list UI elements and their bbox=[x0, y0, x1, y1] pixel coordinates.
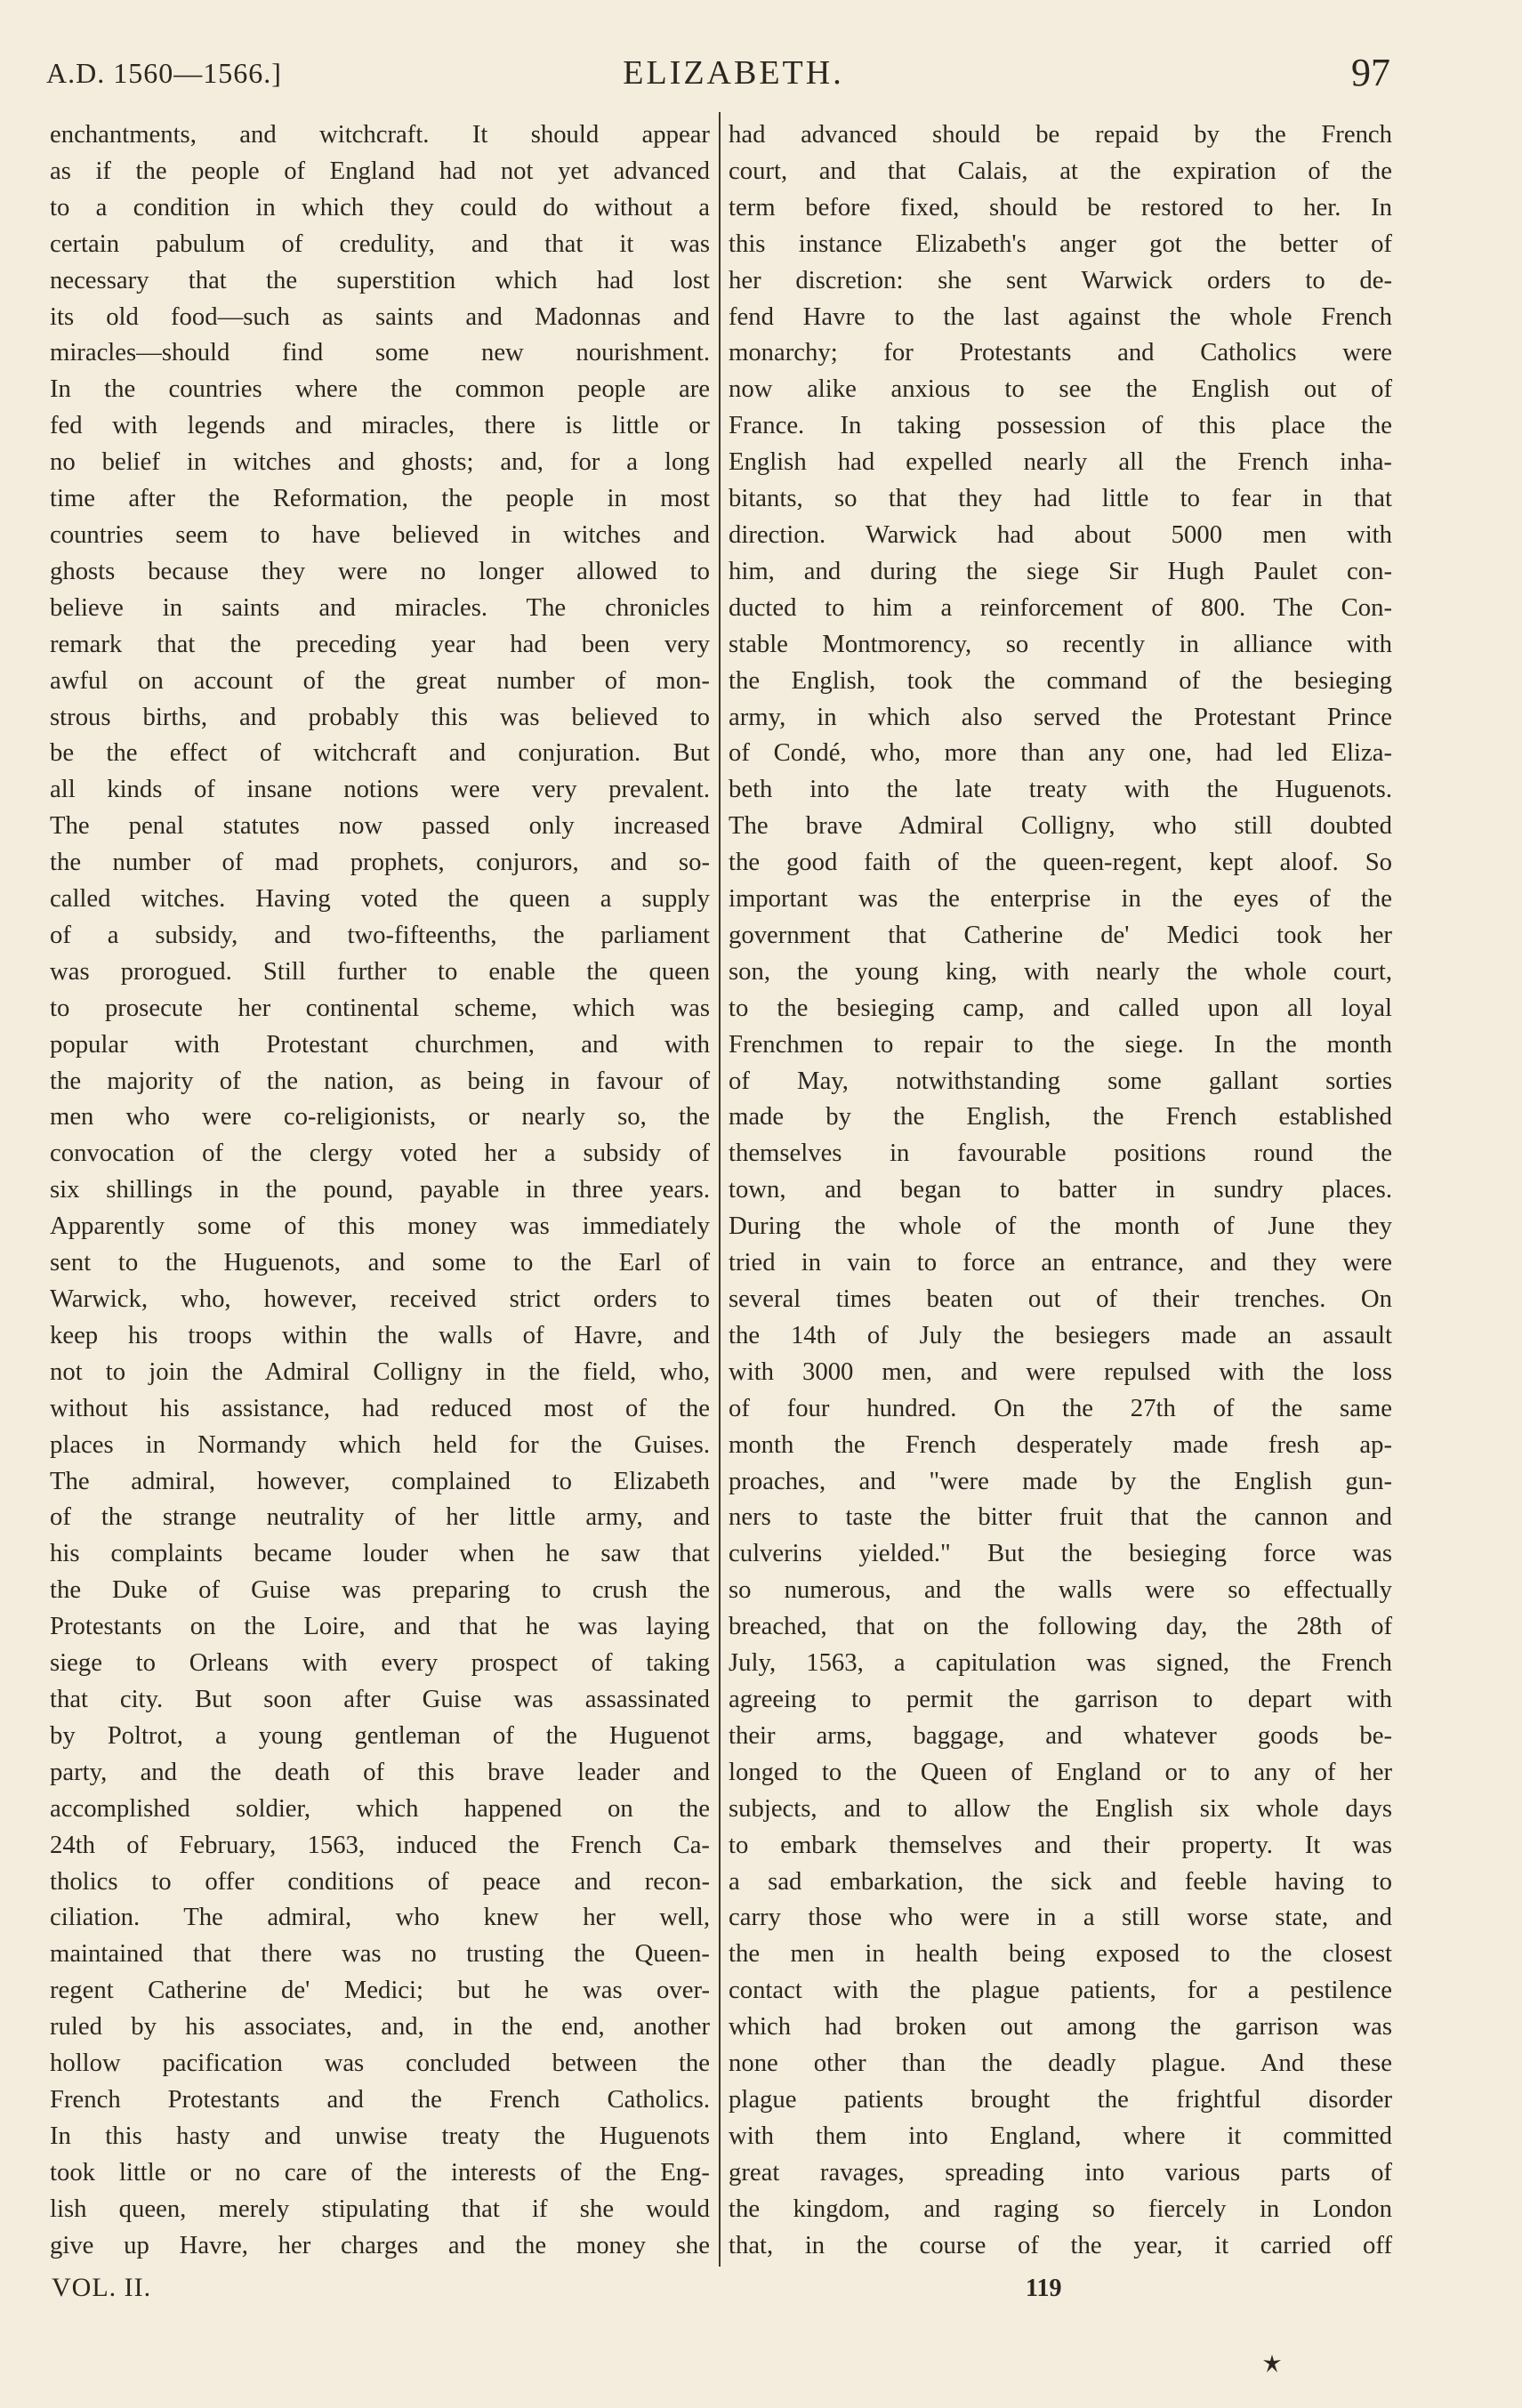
text-line: hollow pacification was concluded between the bbox=[50, 2049, 710, 2078]
text-line: her discretion: she sent Warwick orders to de- bbox=[729, 265, 1392, 294]
text-line: sent to the Huguenots, and some to the Earl of bbox=[50, 1248, 710, 1277]
text-line: agreeing to permit the garrison to depart with bbox=[729, 1684, 1392, 1713]
text-line: the English, took the command of the besieging bbox=[729, 665, 1392, 695]
text-line: as if the people of England had not yet advanced bbox=[50, 156, 710, 185]
text-line: without his assistance, had reduced most of the bbox=[50, 1393, 710, 1422]
text-line: siege to Orleans with every prospect of taking bbox=[50, 1648, 710, 1678]
text-line: direction. Warwick had about 5000 men with bbox=[729, 519, 1392, 549]
text-line: of a subsidy, and two-fifteenths, the parliament bbox=[50, 920, 710, 949]
text-line: called witches. Having voted the queen a supply bbox=[50, 884, 710, 914]
text-line: six shillings in the pound, payable in three years. bbox=[50, 1175, 710, 1204]
text-line: French Protestants and the French Catholics. bbox=[50, 2084, 710, 2114]
text-line: remark that the preceding year had been very bbox=[50, 629, 710, 658]
text-line: term before fixed, should be restored to her. In bbox=[729, 192, 1392, 221]
text-line: strous births, and probably this was believed to bbox=[50, 702, 710, 731]
text-line: him, and during the siege Sir Hugh Paulet con- bbox=[729, 556, 1392, 585]
text-line: that city. But soon after Guise was assassinated bbox=[50, 1684, 710, 1713]
text-line: all kinds of insane notions were very prevalent. bbox=[50, 775, 710, 804]
header-date-range: A.D. 1560—1566.] bbox=[46, 57, 282, 89]
text-line: army, in which also served the Protestant Prince bbox=[729, 702, 1392, 731]
text-line: important was the enterprise in the eyes of the bbox=[729, 884, 1392, 914]
text-line: no belief in witches and ghosts; and, for a long bbox=[50, 447, 710, 477]
text-line: court, and that Calais, at the expiration of the bbox=[729, 156, 1392, 185]
text-line: ghosts because they were no longer allowed to bbox=[50, 556, 710, 585]
text-line: certain pabulum of credulity, and that it was bbox=[50, 229, 710, 258]
text-line: The brave Admiral Colligny, who still doubted bbox=[729, 811, 1392, 841]
text-line: places in Normandy which held for the Guises. bbox=[50, 1429, 710, 1459]
text-line: lish queen, merely stipulating that if she would bbox=[50, 2194, 710, 2223]
text-line: government that Catherine de' Medici took her bbox=[729, 920, 1392, 949]
text-line: contact with the plague patients, for a pestilence bbox=[729, 1976, 1392, 2005]
text-line: that, in the course of the year, it carried off bbox=[729, 2230, 1392, 2259]
text-line: bitants, so that they had little to fear in that bbox=[729, 484, 1392, 513]
ink-blot-icon bbox=[1261, 2353, 1283, 2374]
text-line: the kingdom, and raging so fiercely in London bbox=[729, 2194, 1392, 2223]
text-line: maintained that there was no trusting the Queen- bbox=[50, 1939, 710, 1969]
text-line: Frenchmen to repair to the siege. In the month bbox=[729, 1029, 1392, 1059]
text-line: month the French desperately made fresh ap- bbox=[729, 1429, 1392, 1459]
text-line: of Condé, who, more than any one, had led Eliza- bbox=[729, 738, 1392, 768]
text-line: its old food—such as saints and Madonnas and bbox=[50, 302, 710, 331]
text-line: popular with Protestant churchmen, and with bbox=[50, 1029, 710, 1059]
text-line: carry those who were in a still worse state, and bbox=[729, 1903, 1392, 1932]
text-line: give up Havre, her charges and the money she bbox=[50, 2230, 710, 2259]
text-line: keep his troops within the walls of Havre, and bbox=[50, 1320, 710, 1349]
text-line: miracles—should find some new nourishment. bbox=[50, 338, 710, 367]
text-line: to a condition in which they could do without a bbox=[50, 192, 710, 221]
text-line: which had broken out among the garrison was bbox=[729, 2012, 1392, 2042]
text-line: enchantments, and witchcraft. It should appear bbox=[50, 120, 710, 149]
text-line: now alike anxious to see the English out of bbox=[729, 374, 1392, 404]
text-line: so numerous, and the walls were so effectually bbox=[729, 1575, 1392, 1605]
text-line: the men in health being exposed to the closest bbox=[729, 1939, 1392, 1969]
header-title: ELIZABETH. bbox=[623, 54, 844, 92]
text-line: monarchy; for Protestants and Catholics were bbox=[729, 338, 1392, 367]
text-line: town, and began to batter in sundry places. bbox=[729, 1175, 1392, 1204]
text-line: regent Catherine de' Medici; but he was over- bbox=[50, 1976, 710, 2005]
text-line: was prorogued. Still further to enable the queen bbox=[50, 956, 710, 986]
text-line: accomplished soldier, which happened on the bbox=[50, 1793, 710, 1823]
text-line: The penal statutes now passed only increased bbox=[50, 811, 710, 841]
text-line: The admiral, however, complained to Elizabeth bbox=[50, 1466, 710, 1495]
text-line: countries seem to have believed in witches and bbox=[50, 519, 710, 549]
text-line: necessary that the superstition which had lost bbox=[50, 265, 710, 294]
text-line: the 14th of July the besiegers made an assault bbox=[729, 1320, 1392, 1349]
text-line: the good faith of the queen-regent, kept aloof. So bbox=[729, 848, 1392, 877]
text-line: 24th of February, 1563, induced the French Ca- bbox=[50, 1830, 710, 1859]
text-line: awful on account of the great number of mon- bbox=[50, 665, 710, 695]
text-line: son, the young king, with nearly the whole court, bbox=[729, 956, 1392, 986]
text-line: ners to taste the bitter fruit that the cannon and bbox=[729, 1502, 1392, 1532]
volume-label: VOL. II. bbox=[52, 2273, 152, 2302]
text-line: great ravages, spreading into various parts of bbox=[729, 2157, 1392, 2187]
text-line: beth into the late treaty with the Huguenots. bbox=[729, 775, 1392, 804]
text-line: with 3000 men, and were repulsed with the loss bbox=[729, 1357, 1392, 1386]
column-divider bbox=[719, 112, 721, 2267]
text-line: be the effect of witchcraft and conjuration. But bbox=[50, 738, 710, 768]
text-line: ruled by his associates, and, in the end, another bbox=[50, 2012, 710, 2042]
text-line: believe in saints and miracles. The chronicles bbox=[50, 592, 710, 622]
text-line: fed with legends and miracles, there is little or bbox=[50, 411, 710, 440]
text-line: ciliation. The admiral, who knew her well, bbox=[50, 1903, 710, 1932]
text-line: the Duke of Guise was preparing to crush the bbox=[50, 1575, 710, 1605]
text-line: time after the Reformation, the people in most bbox=[50, 484, 710, 513]
text-line: In this hasty and unwise treaty the Huguenots bbox=[50, 2121, 710, 2150]
text-line: party, and the death of this brave leader and bbox=[50, 1757, 710, 1786]
text-line: tried in vain to force an entrance, and they were bbox=[729, 1248, 1392, 1277]
text-line: In the countries where the common people are bbox=[50, 374, 710, 404]
text-line: by Poltrot, a young gentleman of the Huguenot bbox=[50, 1720, 710, 1750]
text-line: breached, that on the following day, the 28th of bbox=[729, 1612, 1392, 1641]
text-line: several times beaten out of their trenches. On bbox=[729, 1285, 1392, 1313]
text-line: plague patients brought the frightful disorder bbox=[729, 2084, 1392, 2114]
text-line: longed to the Queen of England or to any of her bbox=[729, 1757, 1392, 1786]
text-line: a sad embarkation, the sick and feeble having to bbox=[729, 1866, 1392, 1896]
text-line: English had expelled nearly all the French inha- bbox=[729, 447, 1392, 477]
text-line: their arms, baggage, and whatever goods be- bbox=[729, 1720, 1392, 1750]
text-line: took little or no care of the interests of the Eng- bbox=[50, 2157, 710, 2187]
text-line: July, 1563, a capitulation was signed, the French bbox=[729, 1648, 1392, 1678]
text-line: to the besieging camp, and called upon all loyal bbox=[729, 993, 1392, 1022]
right-text-column bbox=[729, 117, 1392, 2263]
text-line: subjects, and to allow the English six whole days bbox=[729, 1793, 1392, 1823]
text-line: Warwick, who, however, received strict orders to bbox=[50, 1285, 710, 1313]
text-line: none other than the deadly plague. And these bbox=[729, 2049, 1392, 2078]
text-line: the majority of the nation, as being in favour of bbox=[50, 1066, 710, 1095]
text-line: this instance Elizabeth's anger got the better of bbox=[729, 229, 1392, 258]
text-line: with them into England, where it committed bbox=[729, 2121, 1392, 2150]
text-line: to prosecute her continental scheme, which was bbox=[50, 993, 710, 1022]
running-header bbox=[46, 50, 1390, 94]
text-line: France. In taking possession of this place the bbox=[729, 411, 1392, 440]
page-number: 97 bbox=[1351, 51, 1390, 94]
signature-mark: 119 bbox=[1026, 2275, 1062, 2302]
text-line: ducted to him a reinforcement of 800. The Con- bbox=[729, 592, 1392, 622]
text-line: not to join the Admiral Colligny in the field, who, bbox=[50, 1357, 710, 1386]
text-line: stable Montmorency, so recently in alliance with bbox=[729, 629, 1392, 658]
text-line: to embark themselves and their property. It was bbox=[729, 1830, 1392, 1859]
text-line: culverins yielded." But the besieging force was bbox=[729, 1539, 1392, 1568]
text-line: Protestants on the Loire, and that he was laying bbox=[50, 1612, 710, 1641]
text-line: convocation of the clergy voted her a subsidy of bbox=[50, 1139, 710, 1168]
left-text-column bbox=[50, 117, 710, 2263]
text-line: proaches, and "were made by the English gun- bbox=[729, 1466, 1392, 1495]
text-line: his complaints became louder when he saw that bbox=[50, 1539, 710, 1568]
text-line: made by the English, the French established bbox=[729, 1102, 1392, 1132]
text-line: During the whole of the month of June they bbox=[729, 1212, 1392, 1241]
text-line: men who were co-religionists, or nearly so, the bbox=[50, 1102, 710, 1132]
text-line: Apparently some of this money was immediately bbox=[50, 1212, 710, 1241]
text-line: tholics to offer conditions of peace and recon- bbox=[50, 1866, 710, 1896]
text-line: themselves in favourable positions round the bbox=[729, 1139, 1392, 1168]
text-line: of May, notwithstanding some gallant sorties bbox=[729, 1066, 1392, 1095]
text-line: had advanced should be repaid by the French bbox=[729, 120, 1392, 149]
text-line: fend Havre to the last against the whole French bbox=[729, 302, 1392, 331]
text-line: the number of mad prophets, conjurors, and so- bbox=[50, 848, 710, 877]
text-line: of four hundred. On the 27th of the same bbox=[729, 1393, 1392, 1422]
text-line: of the strange neutrality of her little army, and bbox=[50, 1502, 710, 1532]
